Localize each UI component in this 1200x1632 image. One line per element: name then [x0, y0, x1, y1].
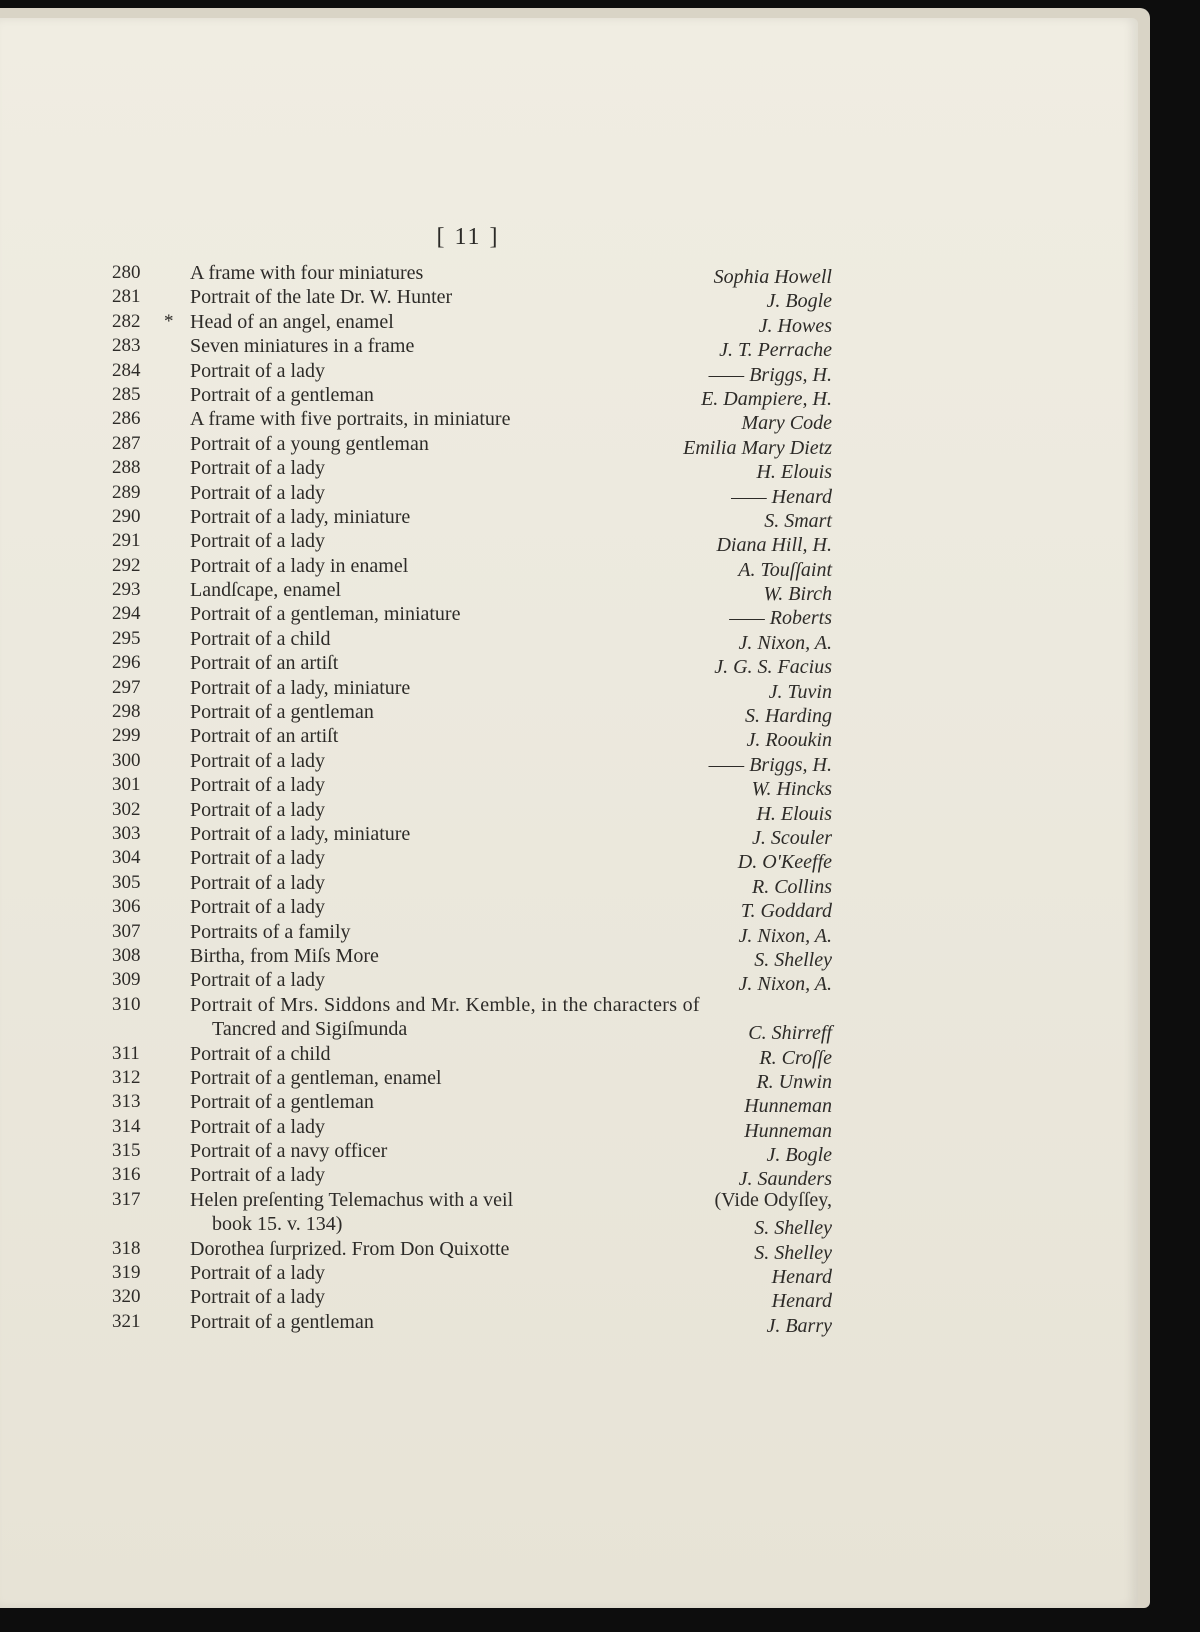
- entry-title: Portrait of a gentleman: [190, 383, 374, 406]
- catalogue-entry: [112, 1067, 832, 1091]
- catalogue-entry: [112, 384, 832, 408]
- entry-artist: J. Nixon, A.: [738, 631, 832, 654]
- catalogue-entry: [112, 408, 832, 435]
- catalogue-entry: [112, 1311, 832, 1335]
- catalogue-entry: [112, 530, 832, 557]
- catalogue-entry: [112, 677, 832, 701]
- entry-artist: —— Henard: [731, 485, 832, 508]
- catalogue-entry: [112, 1116, 832, 1140]
- entry-number: 293: [112, 579, 141, 601]
- catalogue-entry: [112, 603, 832, 630]
- catalogue-entry: [112, 457, 832, 484]
- entry-number: 290: [112, 505, 141, 527]
- catalogue-entry: [112, 360, 832, 384]
- entry-title-line-1: Portrait of Mrs. Siddons and Mr. Kemble, in the characters of: [190, 993, 700, 1016]
- entry-artist: Hunneman: [744, 1119, 832, 1142]
- entry-number: 283: [112, 335, 141, 357]
- entry-title: Landſcape, enamel: [190, 579, 342, 602]
- entry-number: 316: [112, 1164, 141, 1186]
- entry-artist: E. Dampiere, H.: [701, 387, 832, 410]
- catalogue-entry: [112, 872, 832, 896]
- entry-number: 309: [112, 969, 141, 991]
- catalogue-entry: [112, 1189, 832, 1238]
- entry-title: Portrait of a young gentleman: [190, 432, 429, 455]
- entry-number: 289: [112, 481, 141, 503]
- catalogue-entry: [112, 774, 832, 801]
- catalogue-entry: [112, 311, 832, 335]
- entry-number: 319: [112, 1262, 141, 1284]
- entry-number: 318: [112, 1237, 141, 1259]
- entry-title: Portraits of a family: [190, 920, 351, 943]
- entry-title: Portrait of a lady: [190, 749, 325, 772]
- entry-number: 301: [112, 774, 141, 796]
- entry-artist: J. G. S. Facius: [714, 656, 832, 679]
- catalogue-entry: [112, 725, 832, 752]
- asterisk-mark: *: [164, 310, 174, 332]
- entry-number: 281: [112, 286, 141, 308]
- entry-artist: Mary Code: [741, 412, 832, 435]
- entry-artist: D. O'Keeffe: [737, 851, 832, 874]
- entry-title: Portrait of a lady: [190, 871, 325, 894]
- entry-title: Portrait of a lady: [190, 896, 325, 919]
- entry-title: Portrait of a lady: [190, 1115, 325, 1138]
- catalogue-entry: [112, 921, 832, 945]
- entry-artist: Sophia Howell: [713, 266, 832, 288]
- entry-artist: —— Briggs, H.: [708, 363, 832, 386]
- entry-artist: Henard: [771, 1266, 832, 1289]
- catalogue-entry: [112, 896, 832, 923]
- entry-artist: Hunneman: [744, 1095, 832, 1118]
- entry-title: Portrait of a lady, miniature: [190, 676, 411, 699]
- catalogue-entry: [112, 1164, 832, 1191]
- entry-artist: J. Howes: [758, 314, 832, 337]
- entry-title: Dorothea ſurprized. From Don Quixotte: [190, 1237, 510, 1260]
- entry-title: Portrait of a lady, miniature: [190, 822, 411, 845]
- entry-artist: J. Saunders: [738, 1168, 832, 1191]
- catalogue-entry: [112, 433, 832, 457]
- entry-number: 299: [112, 725, 141, 747]
- entry-artist: J. T. Perrache: [719, 339, 832, 362]
- entry-number: 282: [112, 310, 141, 332]
- entry-artist: S. Shelley: [754, 1216, 832, 1239]
- entry-number: 286: [112, 408, 141, 430]
- entry-title: Portrait of a lady: [190, 457, 325, 480]
- entry-number: 296: [112, 652, 141, 674]
- catalogue-entry: [112, 555, 832, 579]
- entry-artist: H. Elouis: [756, 802, 832, 825]
- entry-number: 313: [112, 1091, 141, 1113]
- entry-number: 285: [112, 383, 141, 405]
- entry-number: 280: [112, 262, 141, 283]
- entry-title: Portrait of a lady: [190, 359, 325, 382]
- entry-number: 288: [112, 457, 141, 479]
- entry-number: 315: [112, 1140, 141, 1162]
- entry-artist: W. Hincks: [751, 778, 832, 801]
- entry-title: Portrait of a gentleman: [190, 701, 374, 724]
- catalogue-entry: [112, 701, 832, 728]
- catalogue-entry: [112, 994, 832, 1043]
- entry-title: Portrait of a lady: [190, 847, 325, 870]
- entry-artist: S. Smart: [764, 509, 832, 532]
- entry-number: 308: [112, 944, 141, 966]
- entry-title: Portrait of a lady: [190, 969, 325, 992]
- catalogue-entry: [112, 335, 832, 362]
- entry-number: 298: [112, 701, 141, 723]
- entry-title: Seven miniatures in a frame: [190, 335, 415, 358]
- catalogue-entry: [112, 799, 832, 823]
- catalogue-entry: [112, 1043, 832, 1067]
- entry-title: Portrait of a navy officer: [190, 1140, 388, 1163]
- entry-artist: A. Touſſaint: [738, 558, 832, 581]
- entry-number: 320: [112, 1286, 141, 1308]
- entry-artist: T. Goddard: [740, 900, 832, 923]
- catalogue-entry: [112, 628, 832, 652]
- entry-number: 304: [112, 847, 141, 869]
- entry-artist: —— Roberts: [729, 607, 832, 630]
- entry-title: Portrait of an artiſt: [190, 725, 339, 748]
- entry-artist: J. Nixon, A.: [738, 973, 832, 996]
- entry-artist: H. Elouis: [756, 461, 832, 484]
- entry-artist: R. Croſſe: [759, 1046, 832, 1069]
- entry-artist: W. Birch: [763, 583, 832, 606]
- entry-artist: R. Unwin: [756, 1070, 832, 1093]
- entry-reference: (Vide Odyſſey,: [714, 1188, 832, 1211]
- catalogue-entry: [112, 823, 832, 847]
- entry-number: 303: [112, 822, 141, 844]
- entry-number: 312: [112, 1066, 141, 1088]
- entry-title-line-1: Helen preſenting Telemachus with a veil: [190, 1188, 514, 1211]
- entry-artist: J. Nixon, A.: [738, 924, 832, 947]
- entry-number: 291: [112, 530, 141, 552]
- catalogue-entry: [112, 262, 832, 286]
- entry-title-line-2: book 15. v. 134): [212, 1212, 343, 1235]
- entry-number: 314: [112, 1115, 141, 1137]
- entry-number: 300: [112, 749, 141, 771]
- entry-title: Portrait of a gentleman: [190, 1091, 374, 1114]
- entry-title: A frame with four miniatures: [190, 262, 424, 284]
- entry-artist: J. Barry: [766, 1314, 832, 1337]
- entry-title: Portrait of a gentleman: [190, 1310, 374, 1333]
- entry-number: 310: [112, 993, 141, 1015]
- entry-number: 321: [112, 1310, 141, 1332]
- entry-title: A frame with five portraits, in miniature: [190, 408, 511, 431]
- catalogue-entry: [112, 750, 832, 774]
- entry-artist: Henard: [771, 1290, 832, 1313]
- entry-number: 292: [112, 554, 141, 576]
- entry-title: Portrait of a lady: [190, 774, 325, 797]
- catalogue-entry: [112, 1091, 832, 1118]
- entry-number: 305: [112, 871, 141, 893]
- entry-title-line-2: Tancred and Sigiſmunda: [212, 1017, 408, 1040]
- entry-number: 307: [112, 920, 141, 942]
- entry-title: Portrait of a lady: [190, 1286, 325, 1309]
- entry-number: 297: [112, 676, 141, 698]
- entry-title: Portrait of a lady: [190, 1164, 325, 1187]
- entry-title: Portrait of a lady: [190, 481, 325, 504]
- entry-artist: J. Scouler: [752, 826, 832, 849]
- entry-title: Birtha, from Miſs More: [190, 944, 379, 967]
- catalogue-entry: [112, 1286, 832, 1313]
- catalogue-entry: [112, 945, 832, 969]
- catalogue-entry: [112, 1262, 832, 1289]
- entry-number: 306: [112, 896, 141, 918]
- entry-title: Portrait of a lady: [190, 1262, 325, 1285]
- entry-title: Portrait of an artiſt: [190, 652, 339, 675]
- entry-artist: J. Bogle: [766, 290, 832, 313]
- entry-number: 294: [112, 603, 141, 625]
- entry-artist: Diana Hill, H.: [716, 534, 832, 557]
- entry-title: Portrait of a lady: [190, 530, 325, 553]
- entry-artist: Emilia Mary Dietz: [683, 436, 832, 459]
- catalogue-list: [112, 262, 832, 1335]
- entry-number: 317: [112, 1188, 141, 1210]
- entry-artist: R. Collins: [751, 875, 832, 898]
- entry-title: Portrait of a gentleman, miniature: [190, 603, 461, 626]
- entry-number: 295: [112, 627, 141, 649]
- entry-title: Portrait of a child: [190, 1042, 331, 1065]
- catalogue-entry: [112, 1238, 832, 1262]
- catalogue-entry: [112, 286, 832, 313]
- entry-number: 311: [112, 1042, 140, 1064]
- entry-number: 302: [112, 798, 141, 820]
- entry-title: Portrait of a child: [190, 627, 331, 650]
- entry-artist: J. Rooukin: [746, 729, 832, 752]
- page-number: [ 11 ]: [436, 224, 500, 250]
- entry-title: Portrait of a lady in enamel: [190, 554, 409, 577]
- catalogue-entry: [112, 969, 832, 996]
- entry-artist: C. Shirreff: [748, 1021, 832, 1044]
- entry-artist: J. Bogle: [766, 1144, 832, 1167]
- catalogue-entry: [112, 652, 832, 679]
- entry-number: 287: [112, 432, 141, 454]
- catalogue-entry: [112, 579, 832, 606]
- entry-artist: S. Shelley: [754, 948, 832, 971]
- catalogue-entry: [112, 1140, 832, 1167]
- entry-artist: J. Tuvin: [768, 680, 832, 703]
- entry-artist: S. Shelley: [754, 1241, 832, 1264]
- entry-title: Portrait of the late Dr. W. Hunter: [190, 286, 453, 309]
- catalogue-entry: [112, 482, 832, 506]
- catalogue-entry: [112, 506, 832, 530]
- entry-artist: S. Harding: [744, 705, 832, 728]
- catalogue-entry: [112, 847, 832, 874]
- entry-title: Portrait of a lady: [190, 798, 325, 821]
- entry-artist: —— Briggs, H.: [708, 753, 832, 776]
- entry-title: Portrait of a lady, miniature: [190, 505, 411, 528]
- entry-title: Head of an angel, enamel: [190, 310, 394, 333]
- entry-number: 284: [112, 359, 141, 381]
- entry-title: Portrait of a gentleman, enamel: [190, 1066, 442, 1089]
